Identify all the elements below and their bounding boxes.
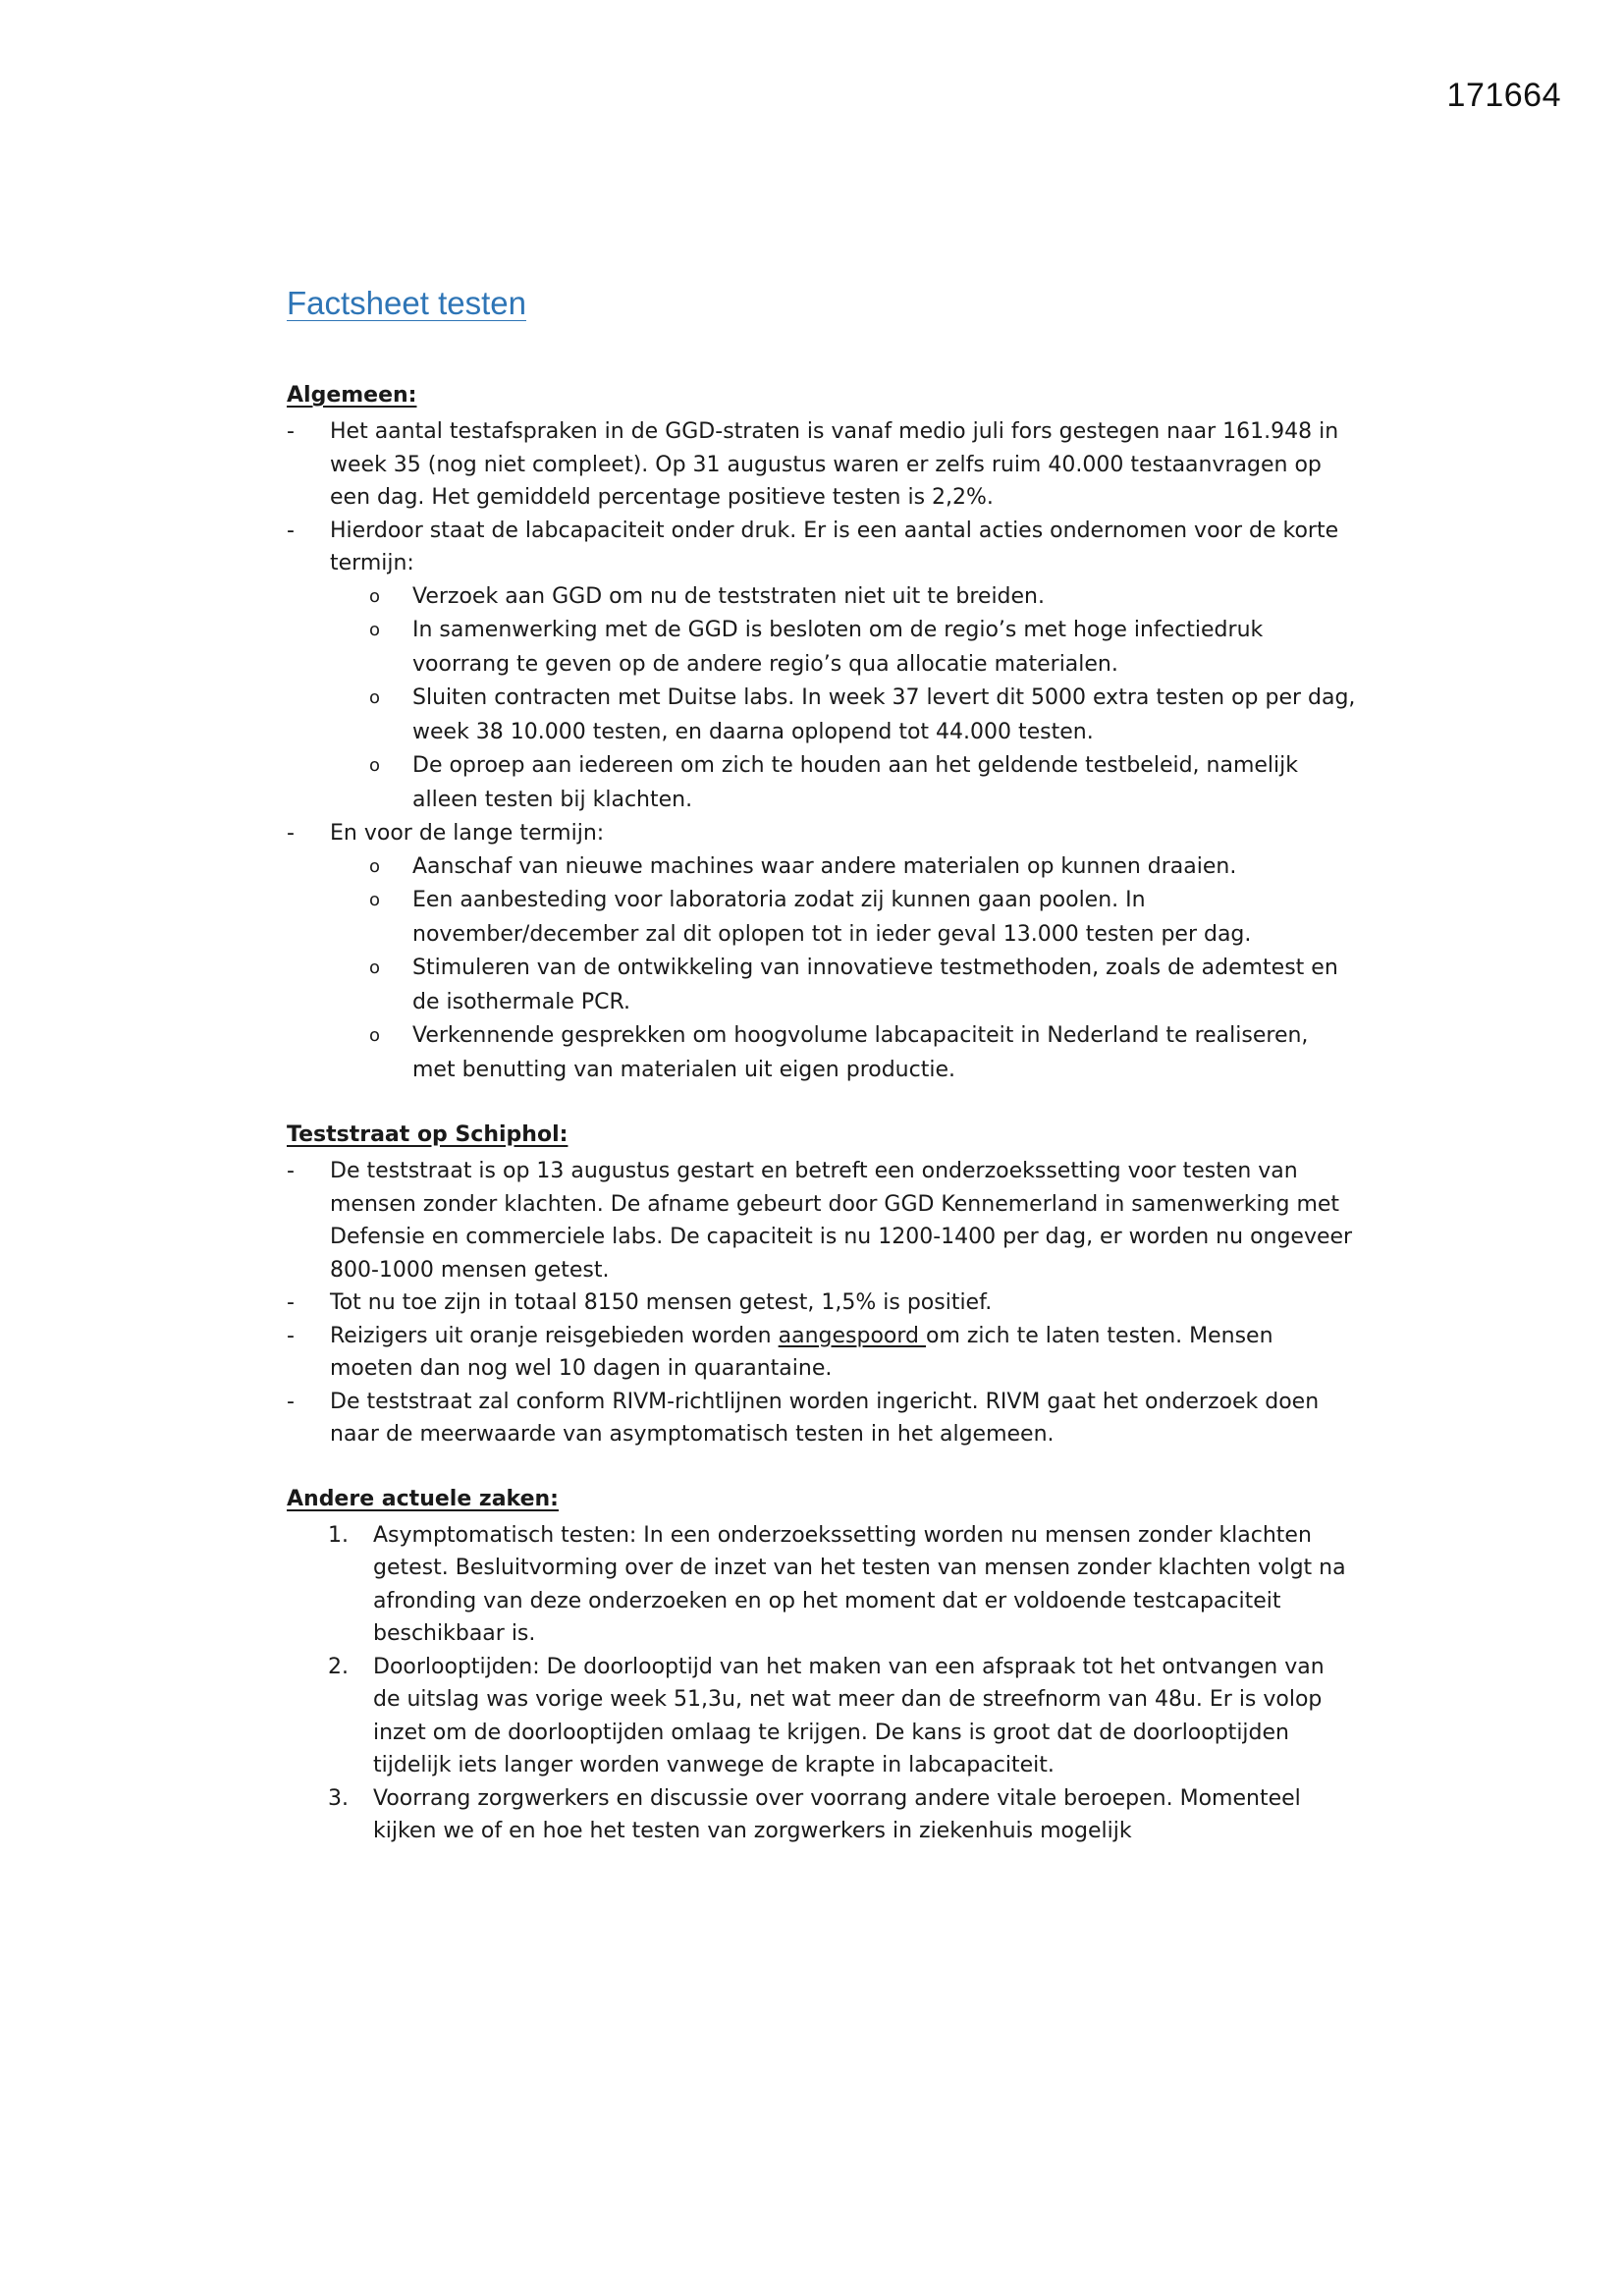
list-item-text-start: Reizigers uit oranje reisgebieden worden — [330, 1323, 779, 1348]
numbered-item-text: Asymptomatisch testen: In een onderzoekssetting worden nu mensen zonder klachten getest. Besluitvorming over de inzet van het testen van mensen zonder klachten volgt na afronding van deze onderzoeken en op het moment dat er voldoende testcapaciteit beschikbaar is. — [373, 1522, 1346, 1646]
list-item-text-end: om zich te laten testen. Mensen moeten dan nog wel 10 dagen in quarantaine. — [330, 1323, 1273, 1381]
circle-bullet-icon: o — [369, 1025, 381, 1046]
sub-list-item-text: Verkennende gesprekken om hoogvolume labcapaciteit in Nederland te realiseren, met benutting van materialen uit eigen productie. — [412, 1023, 1309, 1082]
sub-list-item-text: Sluiten contracten met Duitse labs. In week 37 levert dit 5000 extra testen op per dag, week 38 10.000 testen, en daarna oplopend tot 44.000 testen. — [412, 685, 1356, 744]
sub-list-item-text: In samenwerking met de GGD is besloten om de regio’s met hoge infectiedruk voorrang te geven op de andere regio’s qua allocatie materialen. — [412, 618, 1264, 677]
schiphol-list — [287, 1155, 1357, 1451]
dash-bullet: - — [287, 1159, 295, 1183]
section-algemeen — [287, 379, 1357, 1087]
list-item — [287, 415, 1357, 515]
sub-list-item — [369, 614, 1357, 682]
list-item — [287, 1386, 1357, 1451]
page-title: Factsheet testen — [287, 285, 526, 321]
list-item — [287, 1320, 1357, 1386]
circle-bullet-icon: o — [369, 755, 381, 776]
list-item — [287, 817, 1357, 1087]
document-number: 171664 — [1446, 77, 1561, 114]
section-heading-schiphol: Teststraat op Schiphol: — [287, 1122, 568, 1147]
sub-list-item — [369, 749, 1357, 817]
item-number: 3. — [328, 1785, 349, 1811]
circle-bullet-icon: o — [369, 620, 381, 640]
circle-bullet-icon: o — [369, 585, 381, 607]
section-heading-algemeen: Algemeen: — [287, 383, 417, 408]
sub-list-item-text: Stimuleren van de ontwikkeling van innovatieve testmethoden, zoals de ademtest en de isothermale PCR. — [412, 956, 1338, 1014]
circle-bullet-icon: o — [369, 957, 381, 978]
sub-list-item — [369, 884, 1357, 952]
sub-list-item — [369, 682, 1357, 749]
numbered-item — [328, 1519, 1357, 1651]
sub-list-item-text: De oproep aan iedereen om zich te houden aan het geldende testbeleid, namelijk alleen testen bij klachten. — [412, 753, 1299, 812]
algemeen-list — [287, 415, 1357, 1087]
dash-bullet: - — [287, 1323, 295, 1348]
list-item-text: De teststraat is op 13 augustus gestart en betreft een onderzoekssetting voor testen van mensen zonder klachten. De afname gebeurt door GGD Kennemerland in samenwerking met Defensie en commerciele labs. De capaciteit is nu 1200-1400 per dag, er worden nu ongeveer 800-1000 mensen getest. — [330, 1159, 1353, 1283]
document-body — [287, 285, 1357, 1880]
list-item-text: Hierdoor staat de labcapaciteit onder druk. Er is een aantal acties ondernomen voor de korte termijn: — [330, 518, 1339, 575]
sub-list-item-text: Een aanbesteding voor laboratoria zodat zij kunnen gaan poolen. In november/december zal dit oplopen tot in ieder geval 13.000 testen per dag. — [412, 888, 1252, 947]
list-item-text: En voor de lange termijn: — [330, 821, 605, 846]
circle-bullet-icon: o — [369, 890, 381, 910]
underlined-word: aangespoord — [778, 1323, 926, 1348]
numbered-item-text: Voorrang zorgwerkers en discussie over voorrang andere vitale beroepen. Momenteel kijken we of en hoe het testen van zorgwerkers in ziekenhuis mogelijk — [373, 1785, 1301, 1843]
dash-bullet: - — [287, 518, 295, 543]
numbered-item — [328, 1782, 1357, 1848]
sub-list-item — [369, 580, 1357, 615]
section-andere — [287, 1483, 1357, 1848]
item-number: 2. — [328, 1654, 349, 1679]
sub-list-item — [369, 850, 1357, 885]
numbered-item — [328, 1651, 1357, 1782]
dash-bullet: - — [287, 419, 295, 444]
list-item-text: De teststraat zal conform RIVM-richtlijnen worden ingericht. RIVM gaat het onderzoek doen naar de meerwaarde van asymptomatisch testen in het algemeen. — [330, 1389, 1320, 1447]
numbered-item-text: Doorlooptijden: De doorlooptijd van het maken van een afspraak tot het ontvangen van de uitslag was vorige week 51,3u, net wat meer dan de streefnorm van 48u. Er is volop inzet om de doorlooptijden omlaag te krijgen. De kans is groot dat de doorlooptijden tijdelijk iets langer worden vanwege de krapte in labcapaciteit. — [373, 1654, 1325, 1777]
circle-bullet-icon: o — [369, 855, 381, 877]
item-number: 1. — [328, 1522, 349, 1548]
list-item — [287, 1286, 1357, 1320]
list-item-text: Het aantal testafspraken in de GGD-straten is vanaf medio juli fors gestegen naar 161.948 in week 35 (nog niet compleet). Op 31 augustus waren er zelfs ruim 40.000 testaanvragen op een dag. Het gemiddeld percentage positieve testen is 2,2%. — [330, 419, 1339, 510]
circle-bullet-icon: o — [369, 687, 381, 708]
dash-bullet: - — [287, 1389, 295, 1414]
sub-list-item-text: Verzoek aan GGD om nu de teststraten niet uit te breiden. — [412, 583, 1045, 609]
section-heading-andere: Andere actuele zaken: — [287, 1486, 559, 1511]
andere-numbered-list — [328, 1519, 1357, 1848]
sub-list-item — [369, 952, 1357, 1019]
list-item — [287, 515, 1357, 818]
short-term-actions-list — [369, 580, 1357, 818]
dash-bullet: - — [287, 1290, 295, 1315]
long-term-actions-list — [369, 850, 1357, 1088]
sub-list-item-text: Aanschaf van nieuwe machines waar andere materialen op kunnen draaien. — [412, 853, 1237, 879]
section-schiphol — [287, 1119, 1357, 1451]
list-item — [287, 1155, 1357, 1286]
list-item-text: Tot nu toe zijn in totaal 8150 mensen getest, 1,5% is positief. — [330, 1290, 993, 1315]
dash-bullet: - — [287, 821, 295, 846]
sub-list-item — [369, 1019, 1357, 1087]
